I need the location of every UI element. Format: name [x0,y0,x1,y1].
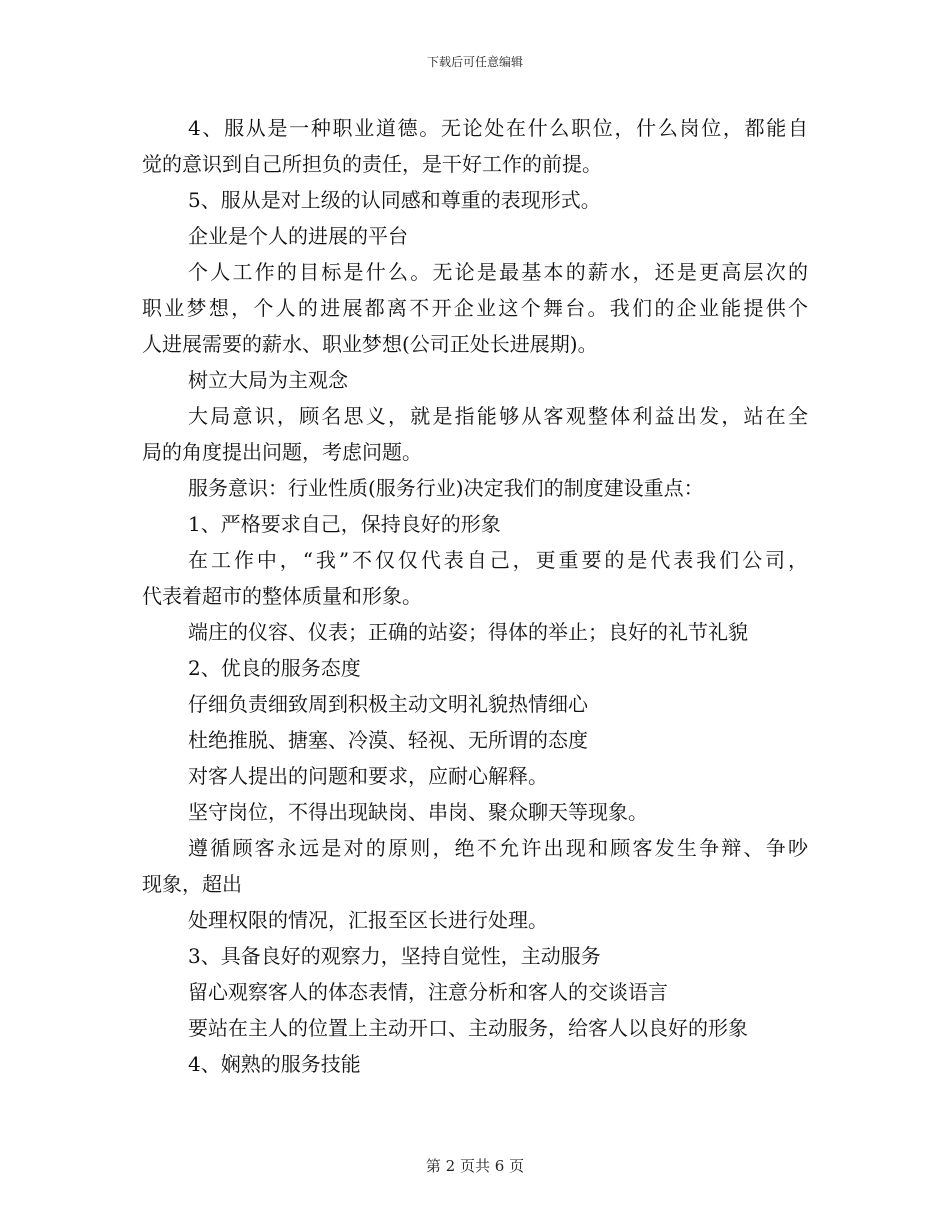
paragraph-line: 对客人提出的问题和要求，应耐心解释。 [188,764,548,788]
page-footer: 第 2 页共 6 页 [425,1157,525,1175]
paragraph-line: 代表着超市的整体质量和形象。 [142,584,422,608]
paragraph-line: 处理权限的情况，汇报至区长进行处理。 [188,908,548,932]
paragraph-line: 仔细负责细致周到积极主动文明礼貌热情细心 [188,692,588,716]
paragraph-line: 人进展需要的薪水、职业梦想(公司正处长进展期)。 [142,332,598,356]
paragraph-line: 3、具备良好的观察力，坚持自觉性，主动服务 [188,944,601,968]
paragraph-line: 4、娴熟的服务技能 [188,1052,361,1076]
paragraph-line: 坚守岗位，不得出现缺岗、串岗、聚众聊天等现象。 [188,800,648,824]
paragraph-line: 留心观察客人的体态表情，注意分析和客人的交谈语言 [188,980,668,1004]
paragraph-line: 职业梦想，个人的进展都离不开企业这个舞台。我们的企业能提供个 [142,296,808,320]
paragraph-line: 觉的意识到自己所担负的责任，是干好工作的前提。 [142,152,602,176]
paragraph-line: 端庄的仪容、仪表；正确的站姿；得体的举止；良好的礼节礼貌 [188,620,748,644]
paragraph-line: 现象，超出 [142,872,242,896]
paragraph-line: 树立大局为主观念 [188,368,348,392]
paragraph-line: 大局意识，顾名思义，就是指能够从客观整体利益出发，站在全 [188,404,808,428]
paragraph-line: 杜绝推脱、搪塞、冷漠、轻视、无所谓的态度 [188,728,588,752]
paragraph-line: 服务意识：行业性质(服务行业)决定我们的制度建设重点： [188,476,704,500]
paragraph-line: 企业是个人的进展的平台 [188,224,408,248]
page-header: 下载后可任意编辑 [426,55,523,69]
paragraph-line: 5、服从是对上级的认同感和尊重的表现形式。 [188,188,601,212]
document-body [142,113,808,1085]
paragraph-line: 遵循顾客永远是对的原则，绝不允许出现和顾客发生争辩、争吵 [188,836,808,860]
paragraph-line: 个人工作的目标是什么。无论是最基本的薪水，还是更高层次的 [188,260,808,284]
paragraph-line: 要站在主人的位置上主动开口、主动服务，给客人以良好的形象 [188,1016,748,1040]
paragraph-line: 在工作中，“我”不仅仅代表自己，更重要的是代表我们公司， [188,548,808,572]
paragraph-line: 局的角度提出问题，考虑问题。 [142,440,422,464]
paragraph-line: 4、服从是一种职业道德。无论处在什么职位，什么岗位，都能自 [188,116,808,140]
paragraph-line: 2、优良的服务态度 [188,656,361,680]
paragraph-line: 1、严格要求自己，保持良好的形象 [188,512,501,536]
